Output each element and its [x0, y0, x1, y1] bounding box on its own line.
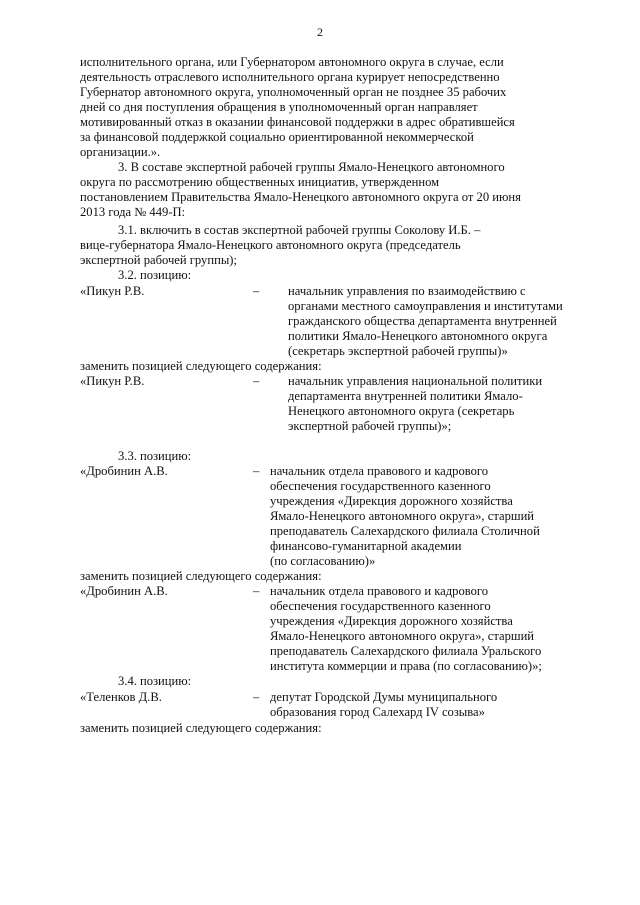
item-3-1-line: экспертной рабочей группы); [80, 253, 237, 267]
item-3-line: 3. В составе экспертной рабочей группы Ямало-Ненецкого автономного [118, 160, 505, 174]
position-description-line: финансово-гуманитарной академии [270, 539, 462, 553]
position-description-line: органами местного самоуправления и институтами [288, 299, 563, 313]
item-3-2-label: 3.2. позицию: [118, 268, 192, 282]
item-3-1-line: 3.1. включить в состав экспертной рабочей группы Соколову И.Б. – [118, 223, 481, 237]
position-description-line: начальник отдела правового и кадрового [270, 584, 489, 598]
position-dash: – [253, 464, 260, 478]
position-dash: – [253, 584, 260, 598]
paragraph-line: исполнительного органа, или Губернатором автономного округа в случае, если [80, 55, 504, 69]
position-description-line: начальник управления национальной политики [288, 374, 543, 388]
position-description-line: учреждения «Дирекция дорожного хозяйства [270, 494, 513, 508]
paragraph-line: мотивированный отказ в оказании финансовой поддержки в адрес обратившейся [80, 115, 515, 129]
item-3-line: 2013 года № 449-П: [80, 205, 186, 219]
position-description-line: Ямало-Ненецкого автономного округа», старший [270, 509, 535, 523]
item-3-1-line: вице-губернатора Ямало-Ненецкого автономного округа (председатель [80, 238, 461, 252]
paragraph-line: Губернатор автономного округа, уполномоченный орган не позднее 35 рабочих [80, 85, 507, 99]
position-description-line: политики Ямало-Ненецкого автономного округа [288, 329, 548, 343]
position-description-line: экспертной рабочей группы)»; [288, 419, 452, 433]
item-3-3-label: 3.3. позицию: [118, 449, 192, 463]
position-description-line: преподаватель Салехардского филиала Уральского [270, 644, 542, 658]
position-name: «Дробинин А.В. [80, 584, 168, 598]
position-description-line: (секретарь экспертной рабочей группы)» [288, 344, 508, 358]
position-description-line: обеспечения государственного казенного [270, 479, 491, 493]
position-description-line: учреждения «Дирекция дорожного хозяйства [270, 614, 513, 628]
replace-instruction: заменить позицией следующего содержания: [80, 569, 322, 583]
paragraph-line: дней со дня поступления обращения в уполномоченный орган направляет [80, 100, 478, 114]
position-description-line: Ямало-Ненецкого автономного округа», старший [270, 629, 535, 643]
page-number: 2 [317, 25, 323, 39]
position-description-line: преподаватель Салехардского филиала Столичной [270, 524, 540, 538]
position-dash: – [253, 284, 260, 298]
replace-instruction: заменить позицией следующего содержания: [80, 359, 322, 373]
position-description-line: образования город Салехард IV созыва» [270, 705, 485, 719]
replace-instruction: заменить позицией следующего содержания: [80, 721, 322, 735]
position-description-line: обеспечения государственного казенного [270, 599, 491, 613]
position-description-line: начальник управления по взаимодействию с [288, 284, 526, 298]
item-3-4-label: 3.4. позицию: [118, 674, 192, 688]
position-dash: – [253, 374, 260, 388]
paragraph-line: деятельность отраслевого исполнительного органа курирует непосредственно [80, 70, 500, 84]
paragraph-line: организации.». [80, 145, 161, 159]
item-3-line: округа по рассмотрению общественных инициатив, утвержденном [80, 175, 440, 189]
position-description-line: (по согласованию)» [270, 554, 376, 568]
item-3-line: постановлением Правительства Ямало-Ненецкого автономного округа от 20 июня [80, 190, 521, 204]
position-name: «Дробинин А.В. [80, 464, 168, 478]
position-description-line: департамента внутренней политики Ямало- [288, 389, 523, 403]
position-dash: – [253, 690, 260, 704]
position-name: «Пикун Р.В. [80, 374, 145, 388]
position-description-line: Ненецкого автономного округа (секретарь [288, 404, 515, 418]
position-description-line: депутат Городской Думы муниципального [270, 690, 498, 704]
position-description-line: института коммерции и права (по согласованию)»; [270, 659, 542, 673]
position-name: «Пикун Р.В. [80, 284, 145, 298]
position-name: «Теленков Д.В. [80, 690, 162, 704]
paragraph-line: за финансовой поддержкой социально ориентированной некоммерческой [80, 130, 474, 144]
position-description-line: начальник отдела правового и кадрового [270, 464, 489, 478]
position-description-line: гражданского общества департамента внутренней [288, 314, 557, 328]
